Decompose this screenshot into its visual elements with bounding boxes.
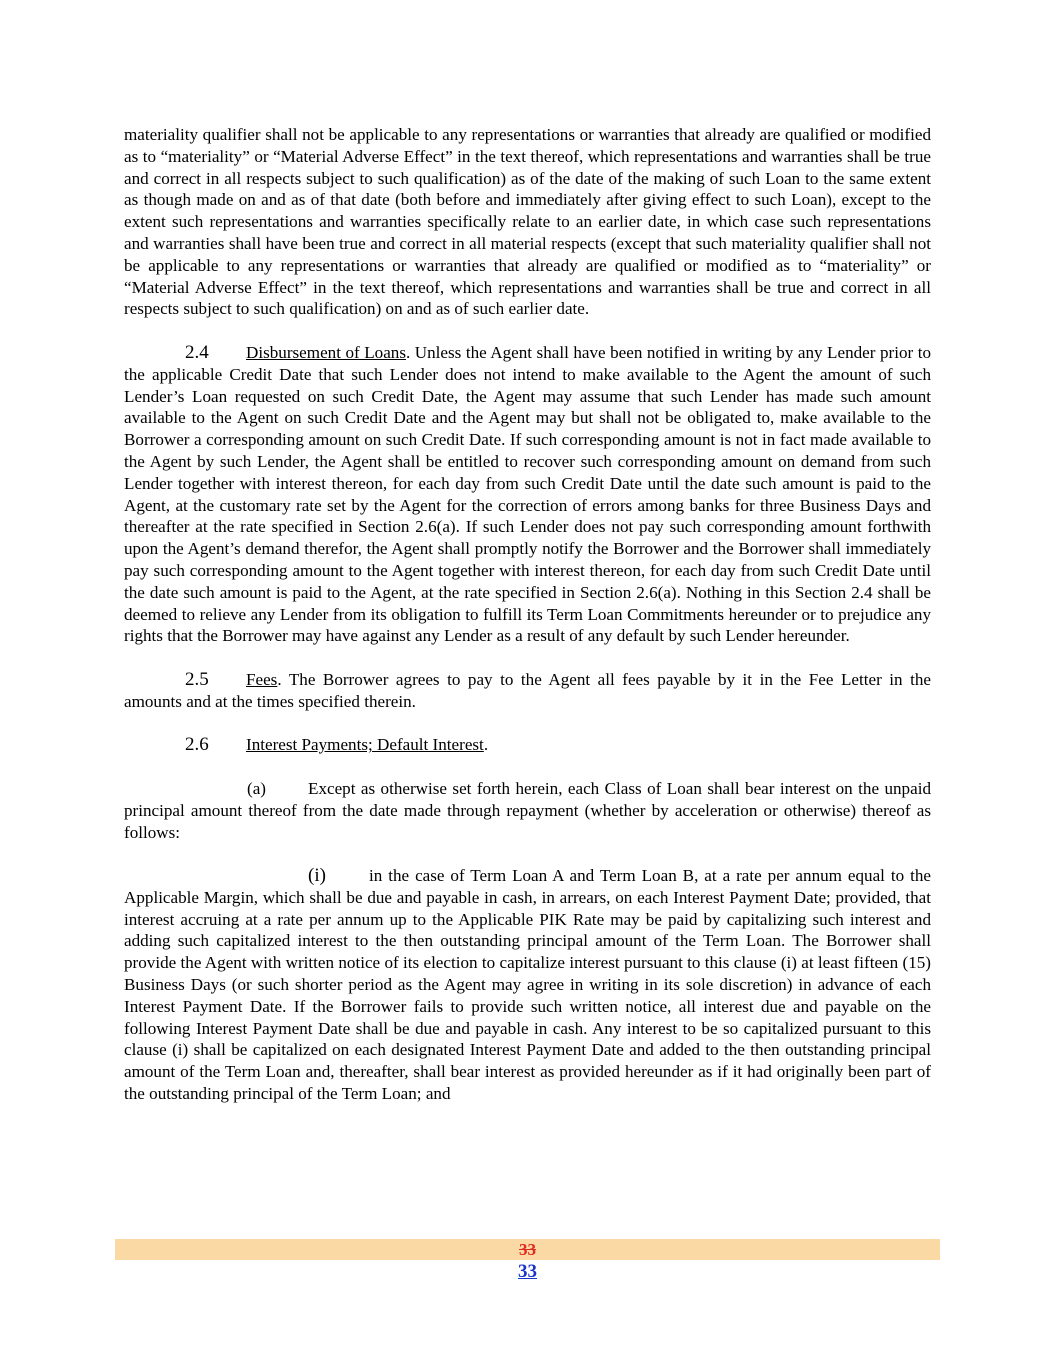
paragraph-gap (124, 756, 931, 778)
footer-change-bar (115, 1239, 940, 1260)
section-2-4 (124, 342, 931, 647)
heading-suffix: . (277, 669, 282, 689)
clause-body: in the case of Term Loan A and Term Loan B, at a rate per annum equal to the Applicable Margin, which shall be due and payable in cash, in arrears, on each Interest Payment Date; provided, that interest accruing at a rate per annum up to the Applicable PIK Rate may be paid by capitalizing such interest and adding such capitalized interest to the then outstanding principal amount of the Term Loan. The Borrower shall provide the Agent with written notice of its election to capitalize interest pursuant to this clause (i) at least fifteen (15) Business Days (or such shorter period as the Agent may agree in writing in its sole discretion) in advance of each Interest Payment Date. If the Borrower fails to provide such written notice, all interest due and payable on the following Interest Payment Date shall be due and payable in cash. Any interest to be so capitalized pursuant to this clause (i) shall be capitalized on each designated Interest Payment Date and added to the then outstanding principal amount of the Term Loan and, thereafter, shall bear interest as provided hereunder as if it had originally been part of the outstanding principal of the Term Loan; and (124, 866, 931, 1104)
paragraph-gap (124, 713, 931, 735)
section-number: 2.5 (185, 668, 209, 690)
section-2-6 (124, 734, 931, 756)
page-number-deleted: 33 (519, 1240, 536, 1259)
heading-suffix: . (405, 342, 411, 362)
document-page (124, 124, 931, 1105)
section-heading: Disbursement of Loans (246, 342, 406, 362)
heading-suffix: . (483, 735, 489, 755)
paragraph-gap (124, 647, 931, 669)
clause-body: Except as otherwise set forth herein, each Class of Loan shall bear interest on the unpaid principal amount thereof from the date made through repayment (whether by acceleration or otherwise) thereof as follows: (124, 778, 931, 842)
paragraph-gap (124, 320, 931, 342)
paragraph-continuation: materiality qualifier shall not be applicable to any representations or warranties that already are qualified or modified as to “materiality” or “Material Adverse Effect” in the text thereof, which representations and warranties shall be true and correct in all respects subject to such qualification) as of the date of the making of such Loan to the same extent as though made on and as of that date (both before and immediately after giving effect to such Loan), except to the extent such representations and warranties specifically relate to an earlier date, in which case such representations and warranties shall have been true and correct in all material respects (except that such materiality qualifier shall not be applicable to any representations or warranties that already are qualified or modified as to “materiality” or “Material Adverse Effect” in the text thereof, which representations and warranties shall be true and correct in all respects subject to such qualification) on and as of such earlier date. (124, 125, 931, 319)
section-heading: Interest Payments; Default Interest (246, 735, 484, 755)
paragraph-gap (124, 843, 931, 865)
section-number: 2.6 (185, 734, 209, 756)
section-number: 2.4 (185, 341, 209, 363)
section-heading: Fees (246, 669, 278, 689)
section-2-5 (124, 669, 931, 713)
clause-label: (i) (308, 865, 326, 887)
page-number-inserted: 33 (518, 1261, 537, 1282)
section-body: Unless the Agent shall have been notified in writing by any Lender prior to the applicable Credit Date that such Lender does not intend to make available to the Agent the amount of such Lender’s Loan requested on such Credit Date, the Agent may assume that such Lender has made such amount available to the Agent on such Credit Date and the Agent may but shall not be obligated to, make available to the Borrower a corresponding amount on such Credit Date. If such corresponding amount is not in fact made available to the Agent by such Lender, the Agent shall be entitled to recover such corresponding amount on demand from such Lender together with interest thereon, for each day from such Credit Date until the date such amount is paid to the Agent, at the customary rate set by the Agent for the correction of errors among banks for three Business Days and thereafter at the rate specified in Section 2.6(a). If such Lender does not pay such corresponding amount forthwith upon the Agent’s demand therefor, the Agent shall promptly notify the Borrower and the Borrower shall immediately pay such corresponding amount to the Agent together with interest thereon, for each day from such Credit Date until the date such amount is paid to the Agent, at the rate specified in Section 2.6(a). Nothing in this Section 2.4 shall be deemed to relieve any Lender from its obligation to fulfill its Term Loan Commitments hereunder or to prejudice any rights that the Borrower may have against any Lender as a result of any default by such Lender hereunder. (124, 342, 931, 646)
clause-i (124, 865, 931, 1105)
section-body: The Borrower agrees to pay to the Agent all fees payable by it in the Fee Letter in the amounts and at the times specified therein. (124, 669, 931, 711)
clause-a (124, 778, 931, 843)
clause-label: (a) (247, 778, 266, 798)
